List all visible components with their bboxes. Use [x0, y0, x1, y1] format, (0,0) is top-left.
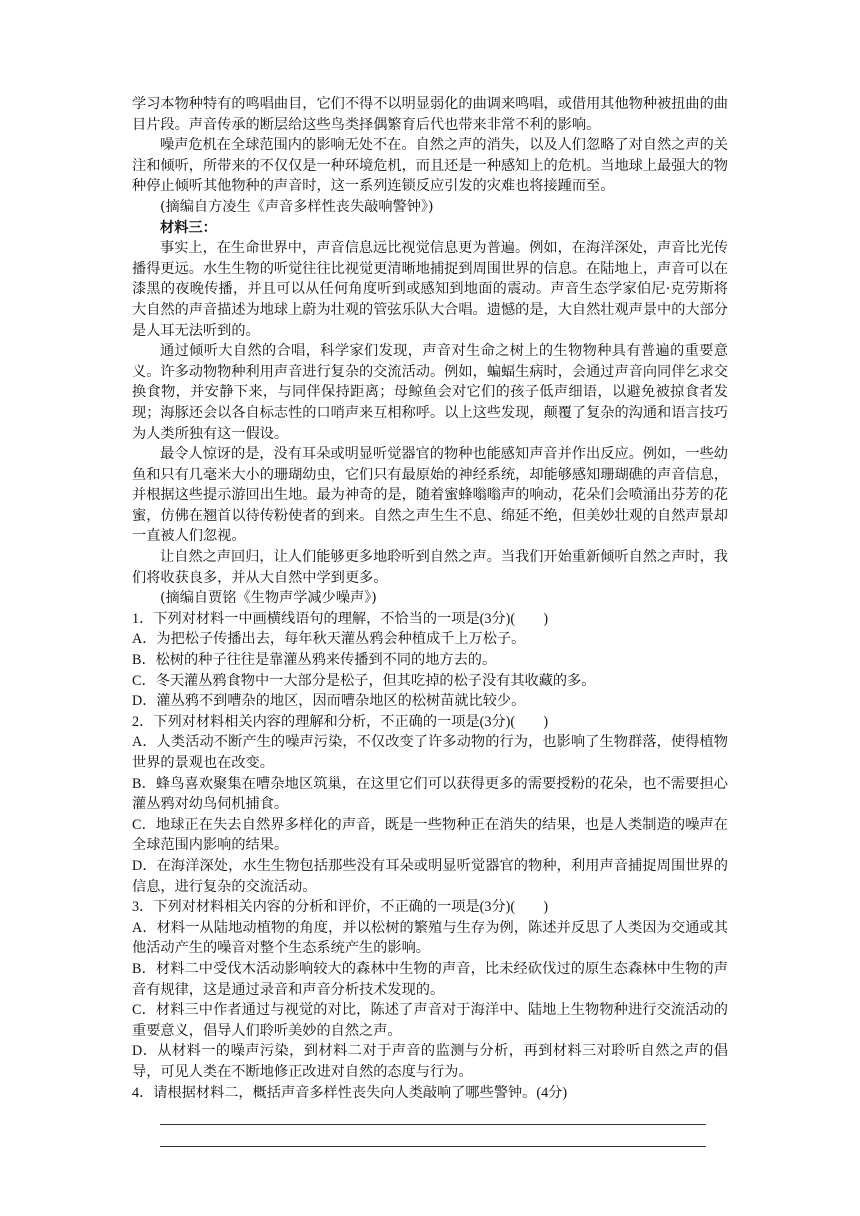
option-c: C．材料三中作者通过与视觉的对比，陈述了声音对于海洋中、陆地上生物物种进行交流活动的重要意义，倡导人们聆听美妙的自然之声。 — [132, 1002, 728, 1039]
option-a: A．人类活动不断产生的噪声污染，不仅改变了许多动物的行为，也影响了生物群落，使得植物世界的景观也在改变。 — [132, 734, 728, 771]
option-a: A．为把松子传播出去，每年秋天灌丛鸦会种植成千上万松子。 — [132, 631, 526, 648]
option-c: C．冬天灌丛鸦食物中一大部分是松子，但其吃掉的松子没有其收藏的多。 — [132, 672, 596, 689]
question-stem: 1．下列对材料一中画横线语句的理解，不恰当的一项是(3分)( ) — [132, 610, 549, 627]
paragraph-2: 噪声危机在全球范围内的影响无处不在。自然之声的消失，以及人们忽略了对自然之声的关注和倾听，所带来的不仅仅是一种环境危机，而且还是一种感知上的危机。当地球上最强大的物种停止倾听其他物种的声音时，这一系列连锁反应引发的灾难也将接踵而至。 — [132, 137, 728, 195]
source-citation-2: (摘编自方凌生《声音多样性丧失敲响警钟》) — [160, 198, 434, 215]
material-3-heading: 材料三： — [160, 219, 217, 236]
option-c: C．地球正在失去自然界多样化的声音，既是一些物种正在消失的结果，也是人类制造的噪声在全球范围内影响的结果。 — [132, 816, 728, 854]
option-b: B．蜂鸟喜欢聚集在嘈杂地区筑巢，在这里它们可以获得更多的需要授粉的花朵，也不需要担心灌丛鸦对幼鸟伺机捕食。 — [132, 775, 728, 813]
paragraph-3: 事实上，在生命世界中，声音信息远比视觉信息更为普遍。例如，在海洋深处，声音比光传播得更远。水生生物的听觉往往比视觉更清晰地捕捉到周围世界的信息。在陆地上，声音可以在漆黑的夜晚传播，并且可以从任何角度听到或感知到地面的震动。声音生态学家伯尼·克劳斯将大自然的声音描述为地球上蔚为壮观的管弦乐队大合唱。遗憾的是，大自然壮观声景中的大部分是人耳无法听到的。 — [132, 240, 728, 339]
answer-line[interactable] — [160, 1103, 706, 1125]
question-stem: 3．下列对材料相关内容的分析和评价，不正确的一项是(3分)( ) — [132, 899, 549, 916]
option-d: D．在海洋深处，水生生物包括那些没有耳朵或明显听觉器官的物种，利用声音捕捉周围世界的信息，进行复杂的交流活动。 — [132, 857, 728, 895]
paragraph-6: 让自然之声回归，让人们能够更多地聆听到自然之声。当我们开始重新倾听自然之声时，我们将收获良多，并从大自然中学到更多。 — [132, 549, 728, 586]
answer-line[interactable] — [160, 1125, 706, 1147]
question-1 — [132, 609, 728, 712]
option-b: B．松树的种子往往是靠灌丛鸦来传播到不同的地方去的。 — [132, 652, 497, 669]
paragraph-1: 学习本物种特有的鸣唱曲目，它们不得不以明显弱化的曲调来鸣唱，或借用其他物种被扭曲的曲目片段。声音传承的断层给这些鸟类择偶繁育后代也带来非常不利的影响。 — [132, 96, 728, 133]
option-b: B．材料二中受伐木活动影响较大的森林中生物的声音，比未经砍伐过的原生态森林中生物的声音有规律，这是通过录音和声音分析技术发现的。 — [132, 960, 728, 998]
question-4 — [132, 1083, 728, 1148]
paragraph-5: 最令人惊讶的是，没有耳朵或明显听觉器官的物种也能感知声音并作出反应。例如，一些幼鱼和只有几毫米大小的珊瑚幼虫，它们只有最原始的神经系统，却能够感知珊瑚礁的声音信息，并根据这些提示游回出生地。最为神奇的是，随着蜜蜂嗡嗡声的响动，花朵们会喷涌出芬芳的花蜜，仿佛在翘首以待传粉使者的到来。自然之声生生不息、绵延不绝，但美妙壮观的自然声景却一直被人们忽视。 — [132, 446, 728, 545]
source-citation-3: (摘编自贾铭《生物声学减少噪声》) — [160, 590, 377, 607]
document-page — [132, 94, 728, 1147]
question-3 — [132, 897, 728, 1082]
option-d: D．灌丛鸦不到嘈杂的地区，因而嘈杂地区的松树苗就比较少。 — [132, 693, 526, 710]
question-stem: 2．下列对材料相关内容的理解和分析，不正确的一项是(3分)( ) — [132, 713, 549, 730]
option-d: D．从材料一的噪声污染，到材料二对于声音的监测与分析，再到材料三对聆听自然之声的倡导，可见人类在不断地修正改进对自然的态度与行为。 — [132, 1043, 728, 1080]
option-a: A．材料一从陆地动植物的角度，并以松树的繁殖与生存为例，陈述并反思了人类因为交通或其他活动产生的噪音对整个生态系统产生的影响。 — [132, 919, 728, 957]
question-2 — [132, 712, 728, 897]
question-stem: 4．请根据材料二，概括声音多样性丧失向人类敲响了哪些警钟。(4分) — [132, 1084, 568, 1101]
paragraph-4: 通过倾听大自然的合唱，科学家们发现，声音对生命之树上的生物物种具有普遍的重要意义。许多动物物种利用声音进行复杂的交流活动。例如，蝙蝠生病时，会通过声音向同伴乞求交换食物，并安静下来，与同伴保持距离；母鲸鱼会对它们的孩子低声细语，以避免被掠食者发现；海豚还会以各自标志性的口哨声来互相称呼。以上这些发现，颠覆了复杂的沟通和语言技巧为人类所独有这一假设。 — [132, 343, 728, 442]
